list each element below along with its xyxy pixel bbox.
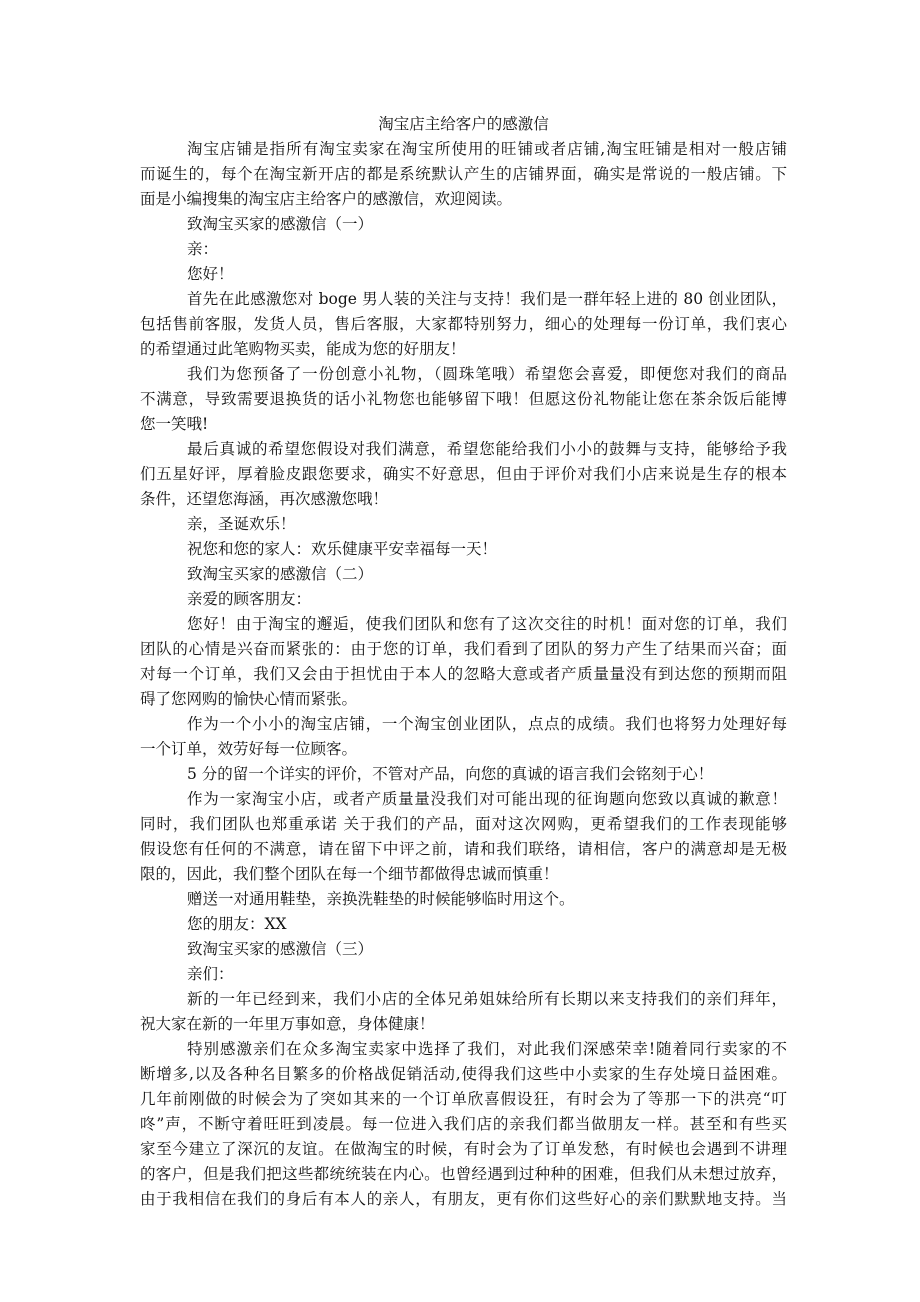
text-line: 作为一家淘宝小店，或者产质量量没我们对可能出现的征询题向您致以真诚的歉意！ [187,790,787,808]
text-line: 致淘宝买家的感激信（三） [187,940,374,958]
text-line: 碍了您网购的愉快心情而紧张。 [140,690,358,708]
text-line: 的希望通过此笔购物买卖，能成为您的好朋友！ [140,340,466,358]
text-line: 包括售前客服，发货人员，售后客服，大家都特别努力，细心的处理每一份订单，我们衷心 [140,315,787,333]
text-line: 您好！ [187,265,234,283]
paragraph [140,237,787,262]
text-line: 您好！由于淘宝的邂逅，使我们团队和您有了这次交往的时机！面对您的订单，我们 [187,615,787,633]
text-line: 断增多,以及各种名目繁多的价格战促销活动,使得我们这些中小卖家的生存处境日益困难。 [140,1065,787,1083]
paragraph [140,612,787,712]
text-line: 首先在此感激您对 boge 男人装的关注与支持！我们是一群年轻上进的 80 创业团队， [187,290,787,308]
paragraph [140,987,787,1037]
text-line: 们五星好评，厚着脸皮跟您要求，确实不好意思，但由于评价对我们小店来说是生存的根本 [140,465,787,483]
text-line: 我们为您预备了一份创意小礼物，（圆珠笔哦）希望您会喜爱，即便您对我们的商品 [187,365,787,383]
paragraph [140,437,787,512]
text-line: 致淘宝买家的感激信（一） [187,215,374,233]
text-line: 限的，因此，我们整个团队在每一个细节都做得忠诚而慎重！ [140,865,559,883]
paragraph [140,1037,787,1212]
text-line: 新的一年已经到来，我们小店的全体兄弟姐妹给所有长期以来支持我们的亲们拜年， [187,990,787,1008]
text-line: 致淘宝买家的感激信（二） [187,565,374,583]
paragraph [140,587,787,612]
text-line: 几年前刚做的时候会为了突如其来的一个订单欣喜假设狂，有时会为了等那一下的洪亮“叮 [140,1090,787,1108]
paragraph [140,712,787,762]
text-line: 亲爱的顾客朋友： [187,590,312,608]
text-line: 的客户，但是我们把这些都统统装在内心。也曾经遇到过种种的困难，但我们从未想过放弃， [140,1165,787,1183]
paragraph [140,137,787,212]
text-line: 咚”声，不断守着旺旺到凌晨。每一位进入我们店的亲我们都当做朋友一样。甚至和有些买 [140,1115,787,1133]
text-line: 假设您有任何的不满意，请在留下中评之前，请和我们联络，请相信，客户的满意却是无极 [140,840,787,858]
text-line: 您一笑哦! [140,415,209,433]
text-line: 团队的心情是兴奋而紧张的：由于您的订单，我们看到了团队的努力产生了结果而兴奋；面 [140,640,787,658]
paragraph [140,887,787,912]
paragraph [140,962,787,987]
text-line: 条件，还望您海涵，再次感激您哦！ [140,490,389,508]
text-line: 面是小编搜集的淘宝店主给客户的感激信，欢迎阅读。 [140,190,513,208]
text-line: 5 分的留一个详实的评价，不管对产品，向您的真诚的语言我们会铭刻于心！ [187,765,714,783]
paragraph [140,212,787,237]
text-line: 赠送一对通用鞋垫，亲换洗鞋垫的时候能够临时用这个。 [187,890,575,908]
document-page [140,112,787,1212]
text-line: 祝您和您的家人：欢乐健康平安幸福每一天！ [187,540,498,558]
text-line: 不满意，导致需要退换货的话小礼物您也能够留下哦！但愿这份礼物能让您在茶余饭后能博 [140,390,787,408]
text-line: 您的朋友：XX [187,915,287,933]
text-line: 最后真诚的希望您假设对我们满意，希望您能给我们小小的鼓舞与支持，能够给予我 [187,440,787,458]
text-line: 同时，我们团队也郑重承诺 关于我们的产品，面对这次网购，更希望我们的工作表现能够 [140,815,787,833]
text-line: 淘宝店铺是指所有淘宝卖家在淘宝所使用的旺铺或者店铺,淘宝旺铺是相对一般店铺 [187,140,787,158]
text-line: 亲，圣诞欢乐！ [187,515,296,533]
paragraph [140,537,787,562]
text-line: 特别感激亲们在众多淘宝卖家中选择了我们，对此我们深感荣幸!随着同行卖家的不 [187,1040,787,1058]
text-line: 而诞生的，每个在淘宝新开店的都是系统默认产生的店铺界面，确实是常说的一般店铺。下 [140,165,787,183]
document-title: 淘宝店主给客户的感激信 [378,115,549,133]
text-line: 亲： [187,240,219,258]
paragraph [140,937,787,962]
text-line: 祝大家在新的一年里万事如意，身体健康！ [140,1015,435,1033]
text-line: 家至今建立了深沉的友谊。在做淘宝的时候，有时会为了订单发愁，有时候也会遇到不讲理 [140,1140,787,1158]
text-line: 作为一个小小的淘宝店铺，一个淘宝创业团队，点点的成绩。我们也将努力处理好每 [187,715,787,733]
paragraph [140,912,787,937]
text-line: 对每一个订单，我们又会由于担忧由于本人的忽略大意或者产质量量没有到达您的预期而阻 [140,665,787,683]
document-body [140,137,787,1212]
text-line: 一个订单，效劳好每一位顾客。 [140,740,358,758]
paragraph [140,262,787,287]
paragraph [140,362,787,437]
paragraph [140,512,787,537]
paragraph [140,787,787,887]
paragraph [140,562,787,587]
paragraph [140,287,787,362]
paragraph [140,762,787,787]
text-line: 亲们： [187,965,234,983]
text-line: 由于我相信在我们的身后有本人的亲人，有朋友，更有你们这些好心的亲们默默地支持。当 [140,1190,787,1208]
